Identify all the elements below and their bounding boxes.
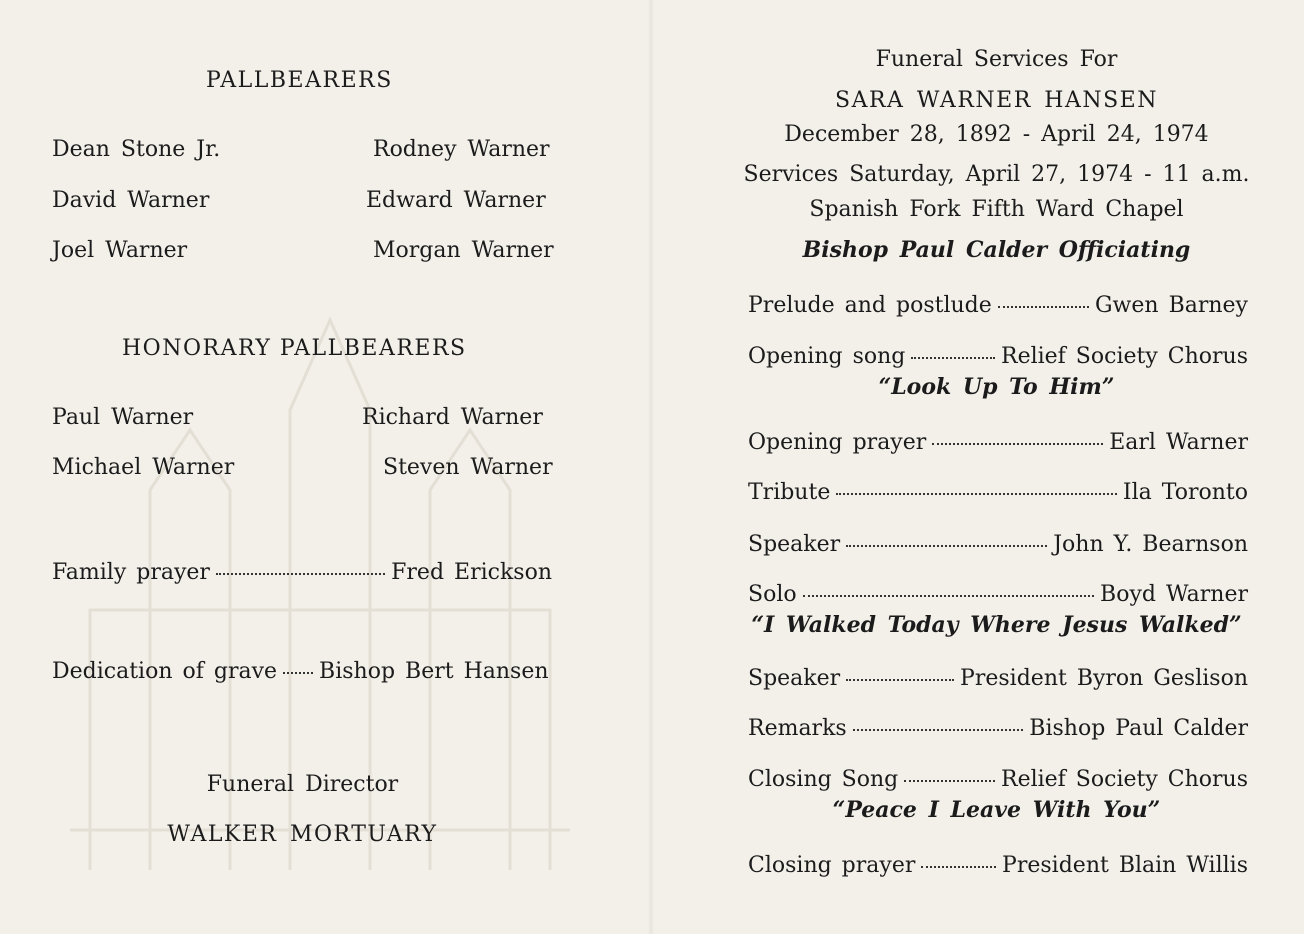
service-title: Funeral Services For — [875, 47, 1118, 72]
program-label: Family prayer — [52, 560, 210, 585]
program-name: President Blain Willis — [1002, 853, 1248, 878]
honorary-pallbearers-heading: HONORARY PALLBEARERS — [122, 336, 467, 361]
funeral-director-name: WALKER MORTUARY — [167, 822, 438, 847]
program-name: Earl Warner — [1109, 430, 1248, 455]
dot-leader — [853, 707, 1024, 731]
program-label: Remarks — [748, 716, 847, 741]
right-page — [660, 0, 1304, 934]
program-name: John Y. Bearnson — [1053, 532, 1248, 557]
pallbearer-name: Morgan Warner — [373, 238, 554, 263]
dot-leader — [216, 551, 385, 575]
program-label: Speaker — [748, 666, 841, 691]
program-row — [748, 425, 1248, 455]
deceased-name: SARA WARNER HANSEN — [835, 88, 1158, 113]
dot-leader — [998, 284, 1089, 308]
dot-leader — [836, 471, 1117, 495]
program-name: Relief Society Chorus — [1001, 767, 1248, 792]
pallbearer-name: Joel Warner — [52, 238, 188, 263]
program-label: Closing prayer — [748, 853, 916, 878]
program-label: Opening song — [748, 344, 906, 369]
dot-leader — [846, 523, 1047, 547]
program-row — [748, 577, 1248, 607]
honorary-pallbearer-name: Steven Warner — [383, 455, 553, 480]
dot-leader — [904, 758, 995, 782]
program-row — [748, 339, 1248, 369]
program-name: Gwen Barney — [1094, 293, 1248, 318]
pallbearers-heading: PALLBEARERS — [206, 68, 393, 93]
program-row — [748, 762, 1248, 792]
program-name: Boyd Warner — [1100, 582, 1248, 607]
program-row — [748, 661, 1248, 691]
dot-leader — [283, 650, 313, 674]
pallbearer-name: David Warner — [52, 188, 210, 213]
family-prayer-row — [52, 555, 552, 585]
left-page — [0, 0, 640, 934]
pallbearer-name: Edward Warner — [366, 188, 546, 213]
program-label: Dedication of grave — [52, 659, 278, 684]
program-label: Speaker — [748, 532, 841, 557]
life-dates: December 28, 1892 - April 24, 1974 — [784, 122, 1209, 147]
program-row — [748, 527, 1248, 557]
funeral-director-label: Funeral Director — [206, 772, 399, 797]
program-label: Opening prayer — [748, 430, 927, 455]
hymn-title: “Look Up To Him” — [878, 374, 1115, 400]
officiating-line: Bishop Paul Calder Officiating — [802, 237, 1191, 263]
program-name: Bishop Paul Calder — [1029, 716, 1248, 741]
program-name: Relief Society Chorus — [1001, 344, 1248, 369]
service-time: Services Saturday, April 27, 1974 - 11 a.m. — [743, 162, 1250, 187]
program-row — [748, 475, 1248, 505]
program-name: Fred Erickson — [391, 560, 552, 585]
program-label: Closing Song — [748, 767, 899, 792]
service-location: Spanish Fork Fifth Ward Chapel — [809, 197, 1184, 222]
hymn-title: “Peace I Leave With You” — [832, 797, 1161, 823]
honorary-pallbearer-name: Paul Warner — [52, 405, 194, 430]
program-row — [748, 711, 1248, 741]
dot-leader — [932, 421, 1103, 445]
dot-leader — [803, 573, 1094, 597]
program-name: President Byron Geslison — [960, 666, 1248, 691]
honorary-pallbearer-name: Michael Warner — [52, 455, 235, 480]
dot-leader — [911, 335, 995, 359]
honorary-pallbearer-name: Richard Warner — [362, 405, 543, 430]
program-label: Tribute — [748, 480, 831, 505]
program-row — [748, 848, 1248, 878]
dot-leader — [846, 657, 954, 681]
hymn-title: “I Walked Today Where Jesus Walked” — [751, 612, 1242, 638]
program-name: Bishop Bert Hansen — [319, 659, 549, 684]
program-label: Prelude and postlude — [748, 293, 992, 318]
program-row — [748, 288, 1248, 318]
program-name: Ila Toronto — [1122, 480, 1248, 505]
program-label: Solo — [748, 582, 797, 607]
dot-leader — [921, 844, 996, 868]
dedication-row — [52, 654, 552, 684]
pallbearer-name: Dean Stone Jr. — [52, 137, 221, 162]
pallbearer-name: Rodney Warner — [373, 137, 550, 162]
page-fold — [648, 0, 654, 934]
